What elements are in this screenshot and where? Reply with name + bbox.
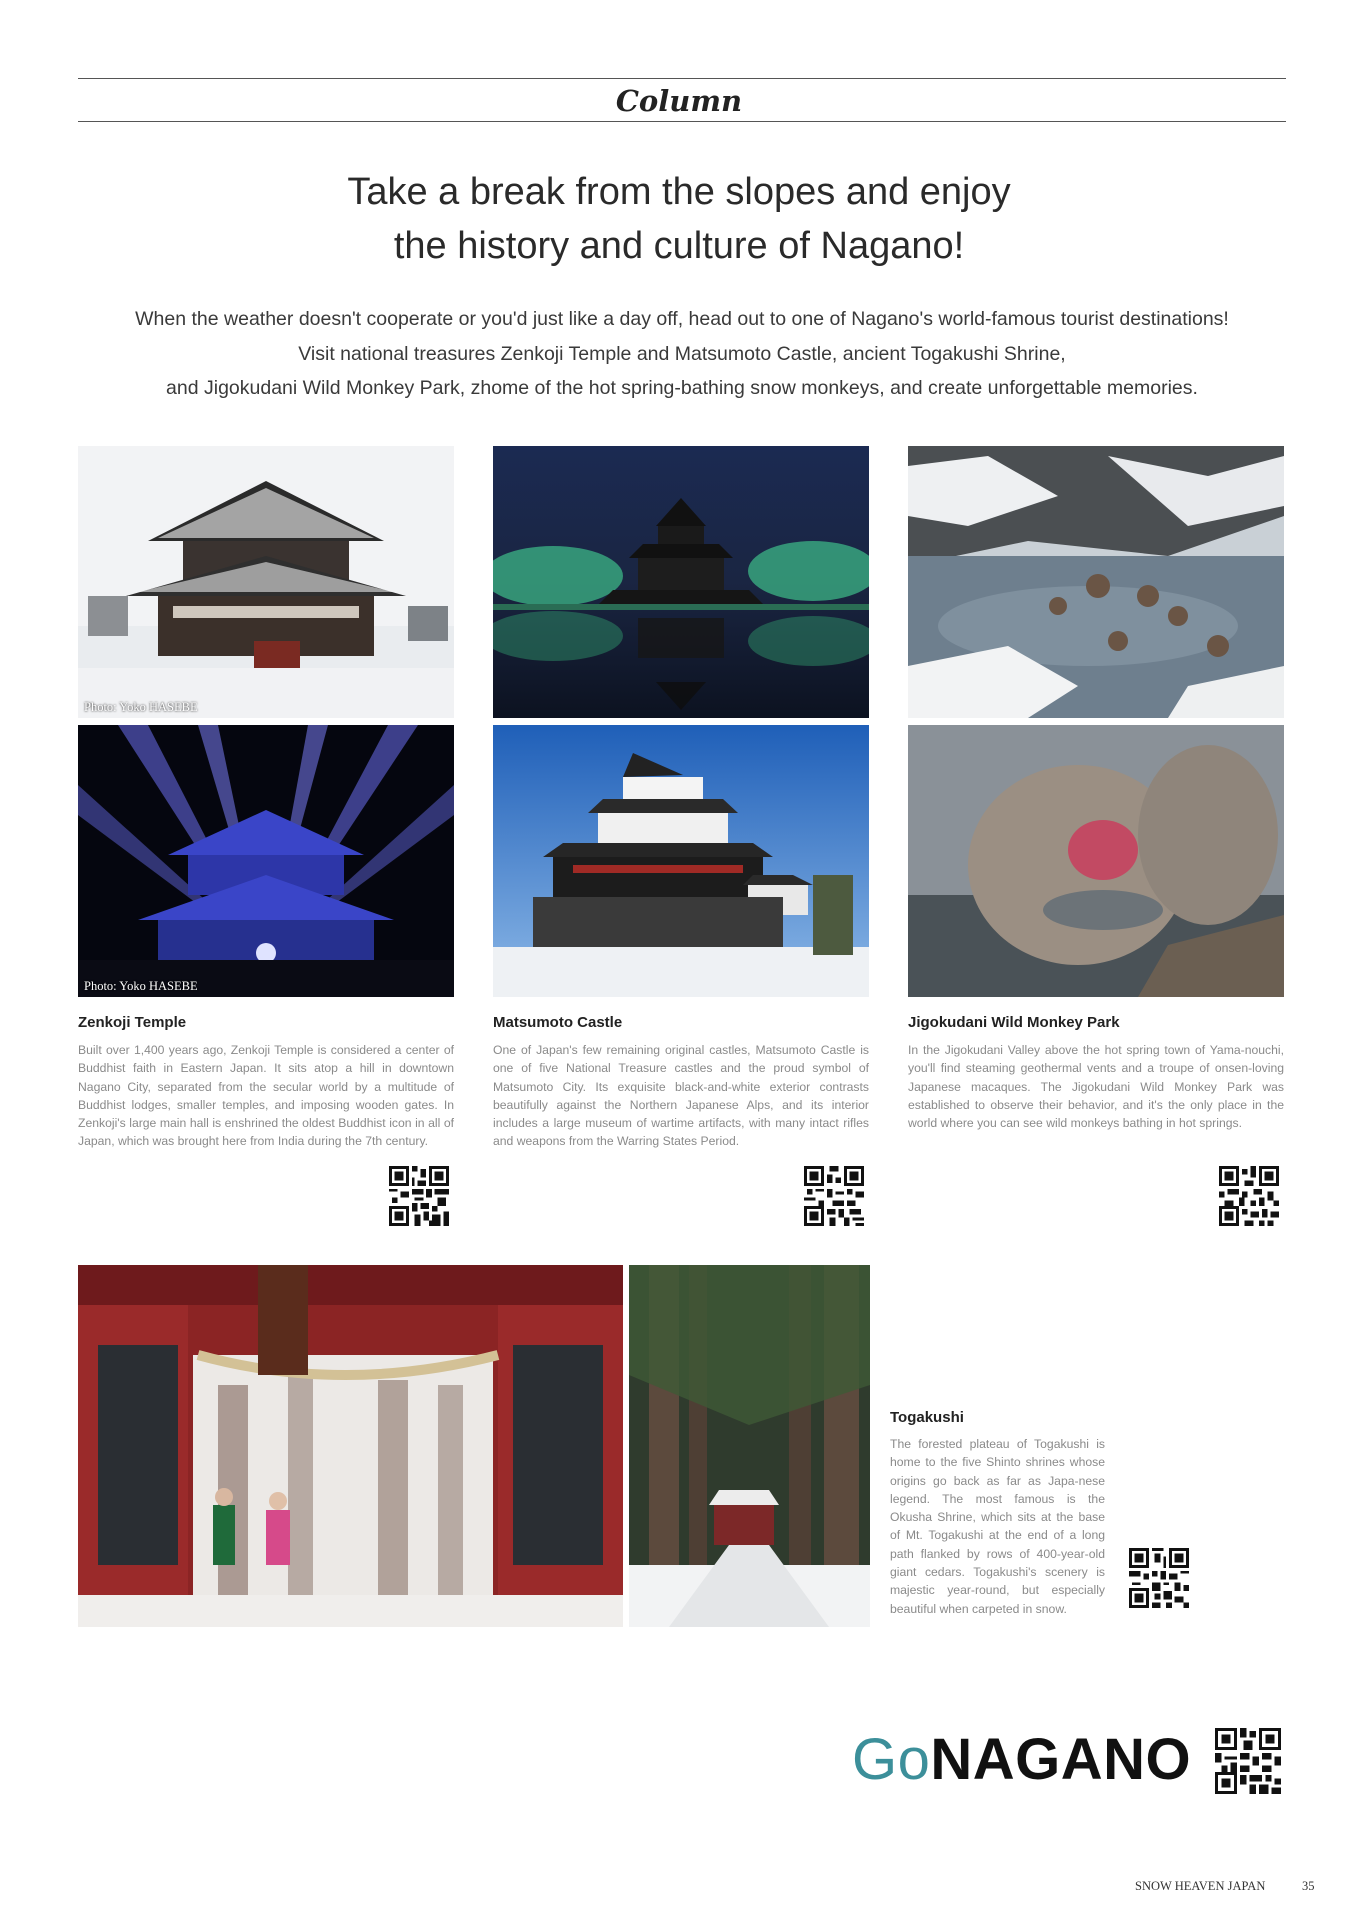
photo-matsumoto-night xyxy=(493,446,869,718)
logo-go-text: Go xyxy=(852,1727,931,1792)
qr-code-zenkoji-icon[interactable] xyxy=(389,1166,449,1226)
header-rule-bottom xyxy=(78,121,1286,122)
footer-page-number: 35 xyxy=(1302,1879,1315,1893)
photo-togakushi-gate xyxy=(78,1265,623,1627)
photo-monkey-closeup xyxy=(908,725,1284,997)
photo-monkeys-pool xyxy=(908,446,1284,718)
section-title-zenkoji: Zenkoji Temple xyxy=(78,1014,187,1031)
footer-publication: SNOW HEAVEN JAPAN xyxy=(1135,1879,1266,1893)
intro-line-2: Visit national treasures Zenkoji Temple and Matsumoto Castle, ancient Togakushi Shrine, xyxy=(298,342,1066,365)
gonagano-logo[interactable] xyxy=(852,1727,1191,1793)
photo-zenkoji-lights xyxy=(78,725,454,997)
headline-line-1: Take a break from the slopes and enjoy xyxy=(347,171,1011,213)
photo-zenkoji-snow xyxy=(78,446,454,718)
photo-togakushi-cedars xyxy=(629,1265,870,1627)
intro-paragraph xyxy=(78,302,1286,406)
header-rule-top xyxy=(78,78,1286,79)
page-headline xyxy=(0,165,1358,273)
section-body-matsumoto: One of Japan's few remaining original castles, Matsumoto Castle is one of five National Treasure castles and the proud symbol of Matsumoto City. Its exquisite black-and-white exterior contrasts beautifully against the Northern Japanese Alps, and its interior includes a large museum of wartime artifacts, with many intact rifles and weapons from the Warring States Period. xyxy=(493,1043,869,1149)
section-body-togakushi: The forested plateau of Togakushi is home to the five Shinto shrines whose origins go back as far as Japa-nese legend. The most famous is the Okusha Shrine, which sits at the base of Mt. Togakushi at the end of a long path flanked by rows of 400-year-old giant cedars. Togakushi's scenery is majestic year-round, but especially beautiful when carpeted in snow. xyxy=(890,1437,1105,1616)
qr-code-matsumoto-icon[interactable] xyxy=(804,1166,864,1226)
photo-credit: Photo: Yoko HASEBE xyxy=(84,979,198,993)
intro-line-3: and Jigokudani Wild Monkey Park, zhome of the hot spring-bathing snow monkeys, and create unforgettable memories. xyxy=(166,377,1198,399)
photo-matsumoto-day xyxy=(493,725,869,997)
section-body-jigokudani: In the Jigokudani Valley above the hot spring town of Yama-nouchi, you'll find steaming geothermal vents and a troupe of onsen-loving Japanese macaques. The Jigokudani Wild Monkey Park was established to observe their behavior, and it's the only place in the world where you can see wild monkeys bathing in hot springs. xyxy=(908,1043,1284,1131)
qr-code-togakushi-icon[interactable] xyxy=(1129,1548,1189,1608)
intro-line-1: When the weather doesn't cooperate or you'd just like a day off, head out to one of Nagano's world-famous tourist destinations! xyxy=(135,308,1229,330)
column-label: Column xyxy=(615,84,743,118)
logo-nagano-text: NAGANO xyxy=(930,1727,1192,1792)
section-title-matsumoto: Matsumoto Castle xyxy=(493,1014,623,1031)
section-title-jigokudani: Jigokudani Wild Monkey Park xyxy=(908,1014,1120,1031)
headline-line-2: the history and culture of Nagano! xyxy=(393,225,965,267)
photo-credit: Photo: Yoko HASEBE xyxy=(84,700,198,714)
section-body-zenkoji: Built over 1,400 years ago, Zenkoji Temple is considered a center of Buddhist faith in Eastern Japan. It sits atop a hill in downtown Nagano City, separated from the secular world by a multitude of Buddhist lodges, smaller temples, and imposing wooden gates. In Zenkoji's large main hall is enshrined the oldest Buddhist icon in all of Japan, which was brought here from India during the 7th century. xyxy=(78,1043,454,1149)
qr-code-gonagano-icon[interactable] xyxy=(1215,1728,1281,1794)
section-title-togakushi: Togakushi xyxy=(890,1409,964,1426)
qr-code-jigokudani-icon[interactable] xyxy=(1219,1166,1279,1226)
